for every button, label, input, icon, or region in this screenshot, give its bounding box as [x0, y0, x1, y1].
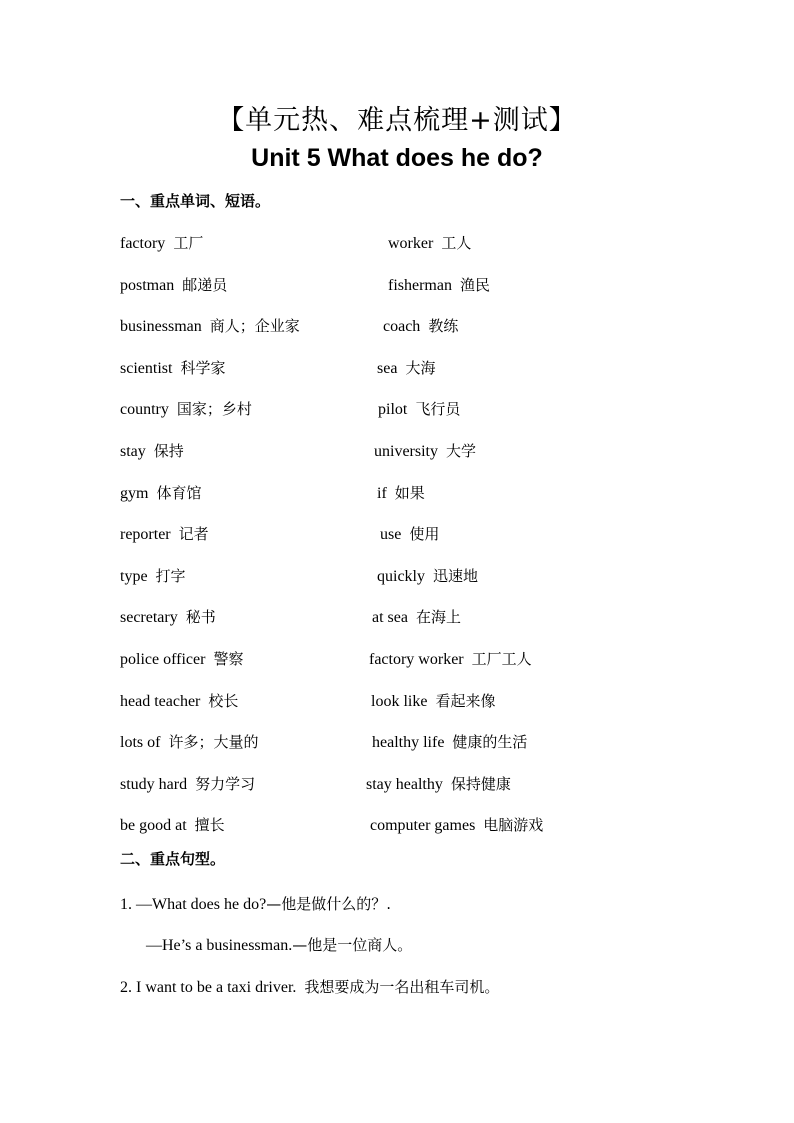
vocab-word: stay healthy	[366, 775, 443, 793]
vocab-word: quickly	[377, 567, 425, 585]
vocab-meaning: 看起来像	[435, 691, 496, 710]
vocab-entry-left	[120, 648, 243, 669]
vocab-meaning: 保持	[153, 442, 184, 460]
vocab-word: country	[120, 401, 169, 419]
vocab-word: stay	[120, 443, 146, 460]
vocab-word: secretary	[120, 609, 178, 627]
vocab-entry-left	[120, 606, 216, 627]
page-title-chinese: 【单元热、难点梳理+测试】	[217, 105, 577, 136]
vocab-row	[120, 731, 680, 755]
vocab-meaning: 记者	[178, 525, 209, 544]
vocab-row	[120, 606, 680, 630]
vocab-word: reporter	[120, 526, 171, 544]
vocab-word: sea	[377, 359, 398, 377]
vocab-meaning: 迅速地	[433, 566, 479, 585]
vocab-entry-right	[377, 565, 478, 586]
vocab-word: lots of	[120, 734, 161, 752]
vocab-meaning: 工厂工人	[471, 650, 532, 668]
vocab-word: scientist	[120, 359, 173, 377]
vocab-entry-left	[120, 232, 203, 253]
vocab-meaning: 渔民	[459, 275, 490, 294]
vocab-entry-left	[120, 274, 227, 295]
vocab-meaning: 电脑游戏	[483, 816, 544, 835]
vocab-row	[120, 482, 680, 506]
sentence-item	[120, 976, 499, 997]
vocab-meaning: 科学家	[180, 358, 226, 377]
vocab-entry-right	[383, 315, 458, 336]
vocab-meaning: 使用	[409, 525, 440, 544]
vocab-entry-left	[120, 315, 300, 336]
vocab-meaning: 邮递员	[182, 275, 228, 294]
vocab-meaning: 国家；乡村	[176, 400, 252, 419]
section-heading-vocabulary: 一、重点单词、短语。	[120, 192, 271, 210]
sentence-english: 1. —What does he do?	[120, 896, 267, 913]
vocab-entry-left	[120, 690, 238, 711]
vocab-meaning: 如果	[394, 483, 425, 502]
vocab-word: if	[377, 484, 387, 502]
vocab-word: look like	[371, 692, 428, 710]
vocab-word: computer games	[370, 817, 476, 835]
vocab-meaning: 打字	[155, 566, 186, 585]
vocab-entry-left	[120, 565, 186, 586]
vocab-word: study hard	[120, 775, 188, 793]
vocab-word: police officer	[120, 651, 206, 668]
vocab-row	[120, 440, 680, 464]
vocab-entry-right	[378, 398, 460, 419]
vocab-meaning: 保持健康	[450, 774, 511, 793]
sentence-english: 2. I want to be a taxi driver.	[120, 979, 297, 996]
vocab-entry-left	[120, 482, 201, 503]
vocab-entry-left	[120, 398, 252, 419]
vocab-meaning: 秘书	[185, 608, 216, 627]
vocab-entry-left	[120, 440, 184, 461]
vocab-entry-right	[377, 482, 425, 503]
vocab-meaning: 教练	[428, 317, 459, 336]
vocab-word: pilot	[378, 401, 408, 419]
vocab-meaning: 努力学习	[195, 774, 256, 793]
vocab-word: healthy life	[372, 734, 445, 752]
sentence-english: —He’s a businessman.	[146, 937, 293, 954]
vocab-meaning: 健康的生活	[452, 733, 528, 752]
vocab-entry-right	[371, 690, 495, 711]
sentence-item	[146, 934, 412, 955]
vocab-entry-left	[120, 731, 258, 752]
vocab-meaning: 大学	[446, 442, 477, 460]
vocab-meaning: 大海	[405, 358, 436, 377]
vocab-entry-right	[372, 606, 461, 627]
vocab-row	[120, 565, 680, 589]
vocab-row	[120, 274, 680, 298]
vocab-meaning: 体育馆	[156, 483, 202, 502]
vocab-meaning: 擅长	[194, 816, 225, 835]
vocab-meaning: 商人；企业家	[209, 317, 300, 336]
vocab-entry-left	[120, 773, 255, 794]
vocab-meaning: 校长	[208, 691, 239, 710]
sentence-chinese: 我想要成为一名出租车司机。	[304, 978, 500, 996]
vocab-entry-right	[366, 773, 511, 794]
vocab-entry-right	[380, 523, 439, 544]
vocab-meaning: 在海上	[415, 608, 461, 627]
vocab-word: factory	[120, 235, 166, 252]
vocab-word: be good at	[120, 817, 187, 835]
section-heading-sentences: 二、重点句型。	[120, 850, 226, 868]
vocab-row	[120, 690, 680, 714]
sentence-item	[120, 893, 391, 914]
sentence-chinese: —他是做什么的？.	[266, 895, 391, 913]
vocab-word: factory worker	[369, 651, 464, 668]
vocab-entry-right	[388, 274, 490, 295]
vocab-word: worker	[388, 235, 434, 252]
page-title-english: Unit 5 What does he do?	[251, 144, 543, 172]
vocab-meaning: 飞行员	[415, 400, 461, 419]
vocab-row	[120, 773, 680, 797]
vocab-meaning: 工厂	[173, 234, 204, 252]
vocab-entry-right	[370, 814, 543, 835]
vocab-row	[120, 232, 680, 256]
vocab-word: type	[120, 567, 148, 585]
vocab-meaning: 警察	[213, 650, 244, 668]
sentence-chinese: —他是一位商人。	[292, 936, 413, 954]
vocab-entry-right	[372, 731, 527, 752]
vocab-entry-left	[120, 814, 225, 835]
vocab-meaning: 许多；大量的	[168, 733, 259, 752]
vocab-word: coach	[383, 318, 421, 336]
vocab-meaning: 工人	[441, 234, 472, 252]
vocab-entry-left	[120, 357, 225, 378]
vocab-word: university	[374, 443, 438, 460]
vocab-word: use	[380, 526, 402, 544]
vocab-word: postman	[120, 276, 175, 294]
vocab-entry-right	[369, 648, 532, 669]
vocab-entry-right	[374, 440, 476, 461]
vocab-word: businessman	[120, 318, 202, 336]
vocab-word: head teacher	[120, 692, 201, 710]
vocab-row	[120, 315, 680, 339]
vocab-word: gym	[120, 484, 149, 502]
vocab-row	[120, 814, 680, 838]
vocab-row	[120, 648, 680, 672]
vocab-row	[120, 398, 680, 422]
vocab-word: fisherman	[388, 276, 452, 294]
vocab-row	[120, 357, 680, 381]
vocab-entry-right	[377, 357, 435, 378]
vocab-entry-right	[388, 232, 471, 253]
vocab-entry-left	[120, 523, 209, 544]
vocab-word: at sea	[372, 609, 408, 627]
vocab-row	[120, 523, 680, 547]
